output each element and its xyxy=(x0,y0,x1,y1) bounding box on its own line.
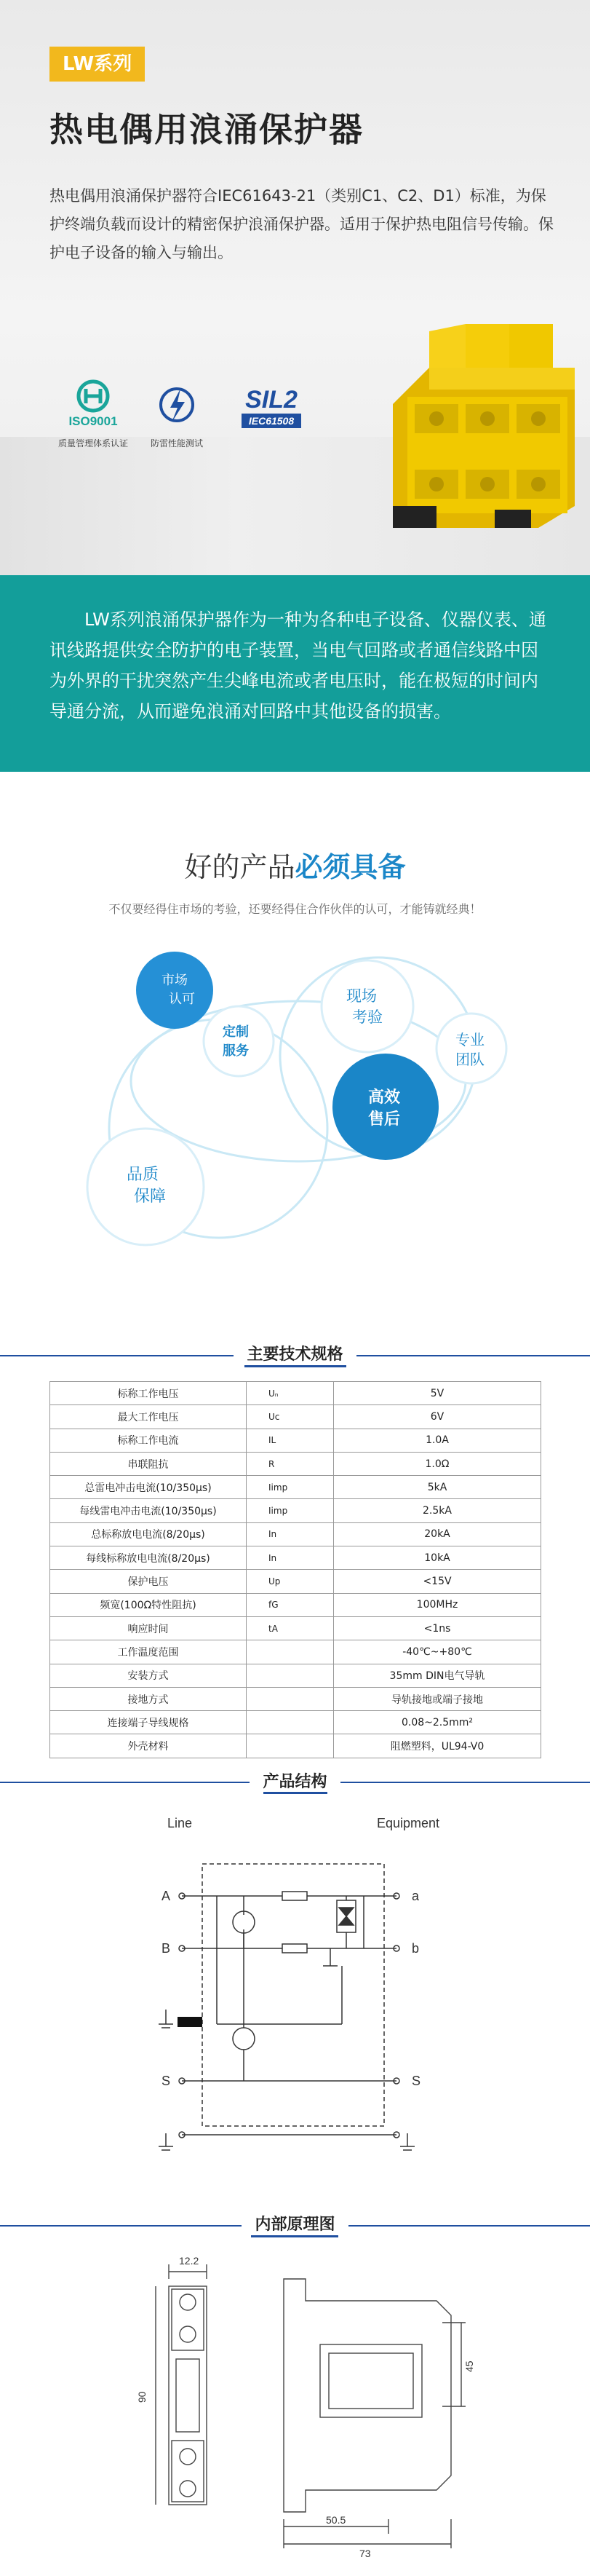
cert-lightning xyxy=(144,379,210,449)
spec-cell-symbol: Uₙ xyxy=(247,1382,334,1405)
svg-text:服务: 服务 xyxy=(223,1043,249,1059)
bubble-market xyxy=(136,952,213,1029)
svg-text:Equipment: Equipment xyxy=(377,1816,440,1830)
title-underline xyxy=(263,1792,327,1794)
svg-text:定制: 定制 xyxy=(223,1024,249,1040)
bubble-after-sales xyxy=(332,1054,439,1160)
spec-cell-symbol xyxy=(247,1687,334,1710)
good-product-title: 好的产品必须具备 xyxy=(184,851,406,883)
spec-cell-name: 每线标称放电电流(8/20μs) xyxy=(50,1546,247,1570)
svg-text:认可: 认可 xyxy=(169,992,195,1007)
svg-text:A: A xyxy=(162,1889,171,1903)
sil2-logo-icon xyxy=(231,379,311,437)
bubble-field xyxy=(322,960,413,1052)
spec-cell-value: 100MHz xyxy=(334,1593,541,1616)
good-product-subtitle: 不仅要经得住市场的考验，还要经得住合作伙伴的认可，才能铸就经典！ xyxy=(108,902,482,916)
svg-text:45: 45 xyxy=(463,2360,475,2372)
spec-cell-value: 2.5kA xyxy=(334,1499,541,1522)
svg-text:SIL2: SIL2 xyxy=(245,386,298,414)
hero-description: 热电偶用浪涌保护器符合IEC61643-21（类别C1、C2、D1）标准，为保护终端负载而设计的精密保护浪涌保护器。适用于保护热电阻信号传输。保护电子设备的输入与输出。 xyxy=(49,187,554,261)
svg-text:专业: 专业 xyxy=(455,1031,485,1048)
svg-text:考验: 考验 xyxy=(352,1008,383,1026)
table-row xyxy=(50,1429,541,1452)
structure-title: 产品结构 xyxy=(0,1769,590,1792)
iso-logo-icon xyxy=(57,379,129,431)
svg-text:B: B xyxy=(162,1941,171,1956)
title-underline xyxy=(251,2235,338,2237)
spec-cell-value: 10kA xyxy=(334,1546,541,1570)
table-row xyxy=(50,1664,541,1687)
spec-cell-value: 阻燃塑料，UL94-V0 xyxy=(334,1734,541,1758)
spec-cell-name: 响应时间 xyxy=(50,1616,247,1640)
spec-cell-name: 保护电压 xyxy=(50,1570,247,1593)
spec-cell-symbol: In xyxy=(247,1546,334,1570)
svg-text:90: 90 xyxy=(136,2391,148,2403)
table-row xyxy=(50,1734,541,1758)
table-row xyxy=(50,1452,541,1475)
svg-text:高效: 高效 xyxy=(368,1089,401,1107)
spec-cell-name: 每线雷电冲击电流(10/350μs) xyxy=(50,1499,247,1522)
spec-cell-value: <1ns xyxy=(334,1616,541,1640)
svg-text:团队: 团队 xyxy=(455,1051,485,1068)
cert-caption: 防雷性能测试 xyxy=(150,438,203,449)
table-row xyxy=(50,1593,541,1616)
intro-text: LW系列浪涌保护器作为一种为各种电子设备、仪器仪表、通讯线路提供安全防护的电子装置，当电气回路或者通信线路中因为外界的干扰突然产生尖峰电流或者电压时，能在极短的时间内导通分流，从而避免浪涌对回路中其他设备的损害。 xyxy=(49,609,546,722)
svg-text:保障: 保障 xyxy=(134,1188,167,1206)
spec-cell-symbol: R xyxy=(247,1452,334,1475)
svg-text:a: a xyxy=(412,1889,420,1903)
table-row xyxy=(50,1546,541,1570)
cert-caption: 质量管理体系认证 xyxy=(57,438,128,449)
spec-cell-name: 接地方式 xyxy=(50,1687,247,1710)
cert-iso9001 xyxy=(57,379,129,449)
spec-cell-symbol: Iimp xyxy=(247,1476,334,1499)
svg-text:50.5: 50.5 xyxy=(326,2514,346,2526)
spec-cell-name: 标称工作电压 xyxy=(50,1382,247,1405)
intro-section xyxy=(0,575,590,772)
svg-text:12.2: 12.2 xyxy=(179,2255,199,2267)
table-row xyxy=(50,1522,541,1546)
svg-text:Line: Line xyxy=(167,1816,193,1830)
spec-cell-symbol xyxy=(247,1664,334,1687)
spec-cell-name: 安装方式 xyxy=(50,1664,247,1687)
svg-text:73: 73 xyxy=(359,2548,371,2559)
spec-cell-value: <15V xyxy=(334,1570,541,1593)
bubble-team xyxy=(436,1014,506,1083)
series-tag: LW系列 xyxy=(49,47,145,82)
spec-cell-symbol xyxy=(247,1640,334,1664)
lightning-test-icon xyxy=(144,379,210,431)
spec-cell-symbol: In xyxy=(247,1522,334,1546)
spec-cell-value: -40℃~+80℃ xyxy=(334,1640,541,1664)
bubble-quality xyxy=(87,1129,204,1245)
table-row xyxy=(50,1711,541,1734)
svg-text:现场: 现场 xyxy=(346,987,377,1005)
svg-text:售后: 售后 xyxy=(368,1110,401,1129)
svg-text:b: b xyxy=(412,1941,420,1956)
spec-cell-name: 频宽(100Ω特性阻抗) xyxy=(50,1593,247,1616)
spec-cell-name: 总标称放电电流(8/20μs) xyxy=(50,1522,247,1546)
spec-cell-symbol: Up xyxy=(247,1570,334,1593)
svg-text:IEC61508: IEC61508 xyxy=(248,415,295,427)
table-row xyxy=(50,1616,541,1640)
table-row xyxy=(50,1476,541,1499)
spec-cell-name: 总雷电冲击电流(10/350μs) xyxy=(50,1476,247,1499)
qualities-diagram xyxy=(0,925,590,1260)
product-image xyxy=(364,324,582,535)
spec-cell-value: 1.0Ω xyxy=(334,1452,541,1475)
spec-cell-value: 0.08~2.5mm² xyxy=(334,1711,541,1734)
spec-cell-value: 20kA xyxy=(334,1522,541,1546)
table-row xyxy=(50,1405,541,1429)
principle-title: 内部原理图 xyxy=(0,2212,590,2235)
spec-cell-symbol xyxy=(247,1711,334,1734)
dimension-drawing xyxy=(0,2243,590,2563)
spec-cell-name: 最大工作电压 xyxy=(50,1405,247,1429)
spec-cell-name: 连接端子导线规格 xyxy=(50,1711,247,1734)
hero-section xyxy=(0,0,590,575)
table-row xyxy=(50,1499,541,1522)
table-row xyxy=(50,1640,541,1664)
spec-cell-symbol: IL xyxy=(247,1429,334,1452)
spec-cell-value: 5V xyxy=(334,1382,541,1405)
title-underline xyxy=(244,1365,346,1367)
svg-text:S: S xyxy=(162,2074,171,2088)
spec-cell-symbol: tA xyxy=(247,1616,334,1640)
spec-cell-value: 5kA xyxy=(334,1476,541,1499)
spec-cell-value: 6V xyxy=(334,1405,541,1429)
spec-cell-symbol: Uc xyxy=(247,1405,334,1429)
spec-cell-name: 工作温度范围 xyxy=(50,1640,247,1664)
spec-table xyxy=(49,1381,541,1758)
bubble-custom xyxy=(204,1006,274,1076)
table-row xyxy=(50,1687,541,1710)
cert-sil2 xyxy=(231,379,311,440)
page-title: 热电偶用浪涌保护器 xyxy=(49,110,364,149)
spec-cell-symbol: fG xyxy=(247,1593,334,1616)
table-row xyxy=(50,1570,541,1593)
structure-diagram xyxy=(0,1798,590,2177)
svg-text:品质: 品质 xyxy=(127,1166,159,1184)
spec-cell-name: 串联阻抗 xyxy=(50,1452,247,1475)
svg-text:ISO9001: ISO9001 xyxy=(68,414,118,428)
spec-cell-symbol xyxy=(247,1734,334,1758)
spec-cell-value: 1.0A xyxy=(334,1429,541,1452)
svg-text:市场: 市场 xyxy=(162,973,188,988)
spec-cell-name: 外壳材料 xyxy=(50,1734,247,1758)
spec-cell-value: 导轨接地或端子接地 xyxy=(334,1687,541,1710)
spec-cell-value: 35mm DIN电气导轨 xyxy=(334,1664,541,1687)
specs-title: 主要技术规格 xyxy=(0,1342,590,1364)
svg-text:S: S xyxy=(412,2074,421,2088)
table-row xyxy=(50,1382,541,1405)
spec-cell-symbol: Iimp xyxy=(247,1499,334,1522)
spec-cell-name: 标称工作电流 xyxy=(50,1429,247,1452)
